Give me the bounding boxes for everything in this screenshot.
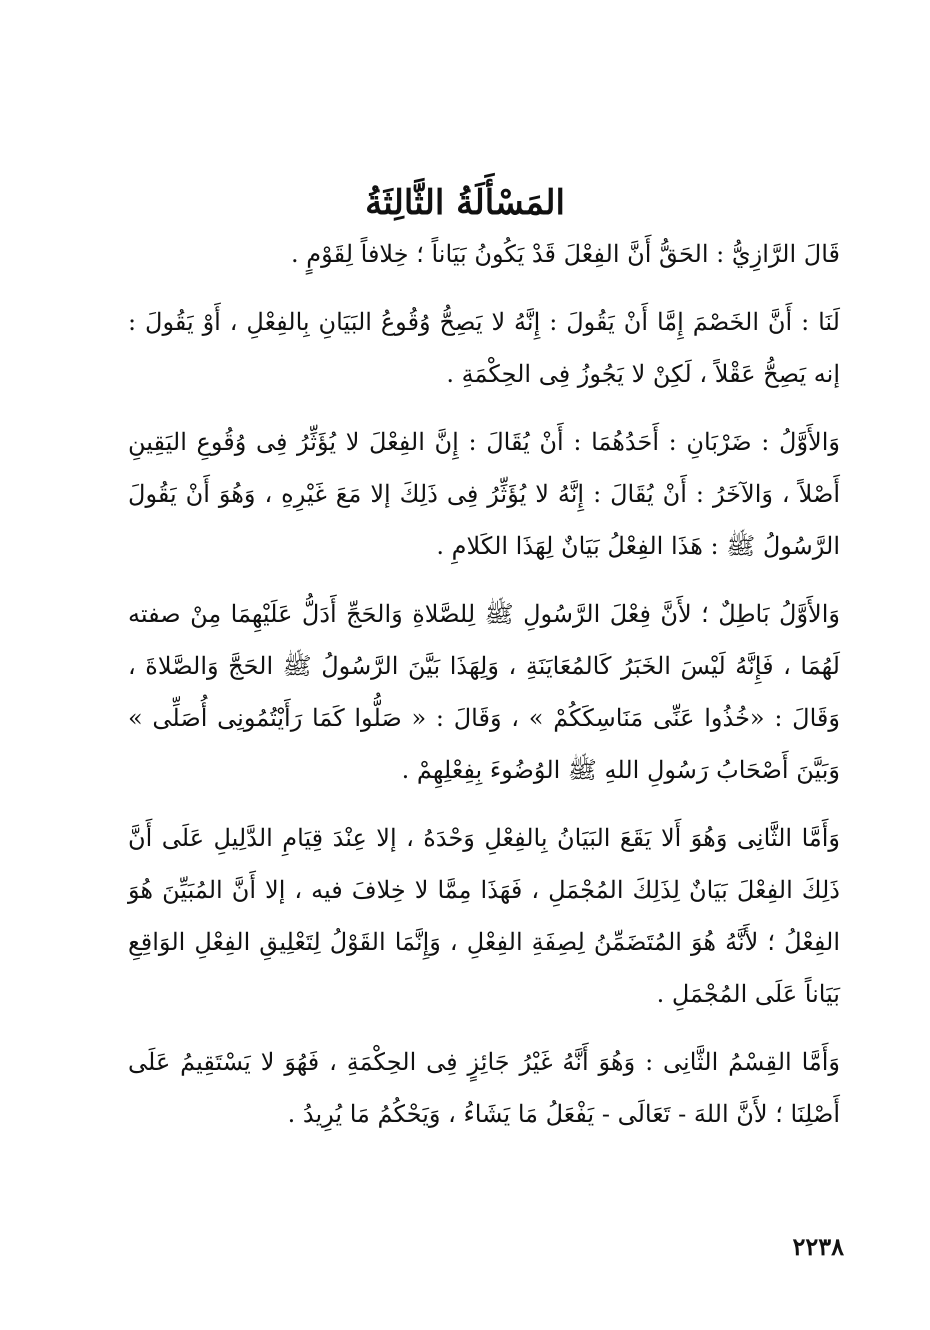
section-title: المَسْأَلَةُ الثَّالِثَةُ (365, 182, 565, 223)
paragraph-3: وَالأَوَّلُ : ضَرْبَانِ : أَحَدُهُمَا : أَنْ يُقَالَ : إِنَّ الفِعْلَ لا يُؤَثِّرُ فِى وُقُوعِ اليَقِينِ أَصْلاً ، وَالآخَرُ : أَنْ يُقَالَ : إِنَّهُ لا يُؤَثِّرُ فِى ذَلِكَ إلا مَعَ غَيْرِهِ ، وَهُوَ أَنْ يَقُولَ الرَّسُولُ ﷺ : هَذَا الفِعْلُ بَيَانٌ لِهَذَا الكَلامِ . (128, 428, 840, 560)
paragraph-5: وَأَمَّا الثَّانِى وَهُوَ أَلا يَقَعَ البَيَانُ بِالفِعْلِ وَحْدَهُ ، إلا عِنْدَ قِيَامِ الدَّلِيلِ عَلَى أَنَّ ذَلِكَ الفِعْلَ بَيَانٌ لِذَلِكَ المُجْمَلِ ، فَهَذَا مِمَّا لا خِلافَ فيه ، إلا أَنَّ المُبَيِّنَ هُوَ الفِعْلُ ؛ لأَنَّهُ هُوَ المُتَضَمِّنُ لِصِفَةِ الفِعْلِ ، وَإِنَّمَا القَوْلُ لِتَعْلِيقِ الفِعْلِ الوَاقِعِ بَيَاناً عَلَى المُجْمَلِ . (128, 824, 840, 1008)
paragraph-6: وَأَمَّا القِسْمُ الثَّانِى : وَهُوَ أَنَّهُ غَيْرُ جَائِزٍ فِى الحِكْمَةِ ، فَهُوَ لا يَسْتَقِيمُ عَلَى أَصْلِنَا ؛ لأَنَّ اللهَ - تَعَالَى - يَفْعَلُ مَا يَشَاءُ ، وَيَحْكُمُ مَا يُرِيدُ . (128, 1048, 840, 1128)
body-text (128, 228, 840, 1156)
paragraph-1: قَالَ الرَّازِيُّ : الحَقُّ أَنَّ الفِعْلَ قَدْ يَكُونُ بَيَاناً ؛ خِلافاً لِقَوْمٍ . (291, 240, 840, 268)
page-number: ٢٢٣٨ (792, 1232, 844, 1261)
paragraph-4: وَالأَوَّلُ بَاطِلٌ ؛ لأَنَّ فِعْلَ الرَّسُولِ ﷺ لِلصَّلاةِ وَالحَجِّ أَدَلُّ عَلَيْهِمَا مِنْ صفته لَهُمَا ، فَإِنَّهُ لَيْسَ الخَبَرُ كَالمُعَايَنَةِ ، وَلِهَذَا بَيَّنَ الرَّسُولُ ﷺ الحَجَّ وَالصَّلاةَ ، وَقَالَ : «خُذُوا عَنِّى مَنَاسِكَكُمْ » ، وَقَالَ : « صَلُّوا كَمَا رَأَيْتُمُونِى أُصَلِّى » وَبَيَّنَ أَصْحَابُ رَسُولِ اللهِ ﷺ الوُضُوءَ بِفِعْلِهِمْ . (128, 600, 840, 784)
paragraph-2: لَنَا : أَنَّ الخَصْمَ إِمَّا أَنْ يَقُولَ : إِنَّهُ لا يَصِحُّ وُقُوعُ البَيَانِ بِالفِعْلِ ، أَوْ يَقُولَ : إنه يَصِحُّ عَقْلاً ، لَكِنْ لا يَجُوزُ فِى الحِكْمَةِ . (128, 308, 840, 388)
